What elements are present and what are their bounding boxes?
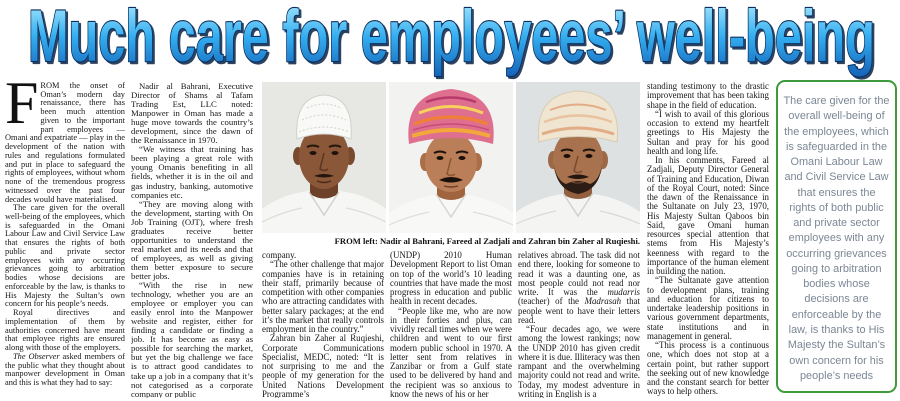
- article-paragraph: (UNDP) 2010 Human Development Report to list Oman on top of the world’s 10 leading countries that have made the most progress in education and public health in recent decades.: [390, 251, 512, 307]
- article-paragraph: [5, 82, 125, 204]
- pull-quote-text: The care given for the overall well-being of the employees, which is safeguarded in the Omani Labour Law and Civil Service Law that ensures the rights of both public and private sector employees with any occurring grievances going to arbitration bodies whose decisions are enforceable by the law, is thanks to His Majesty the Sultan’s own concern for his people’s needs: [783, 95, 890, 382]
- paragraph-text: asked members of the public what they thought about manpower development in Oman and this is what they had to say:: [5, 351, 125, 387]
- article-paragraph: “They are moving along with the development, starting with On Job Training (OJT), where fresh graduates receive better opportunities to understand the real market and its needs and that of employees, as well as giving them better exposure to secure better jobs.: [131, 198, 253, 281]
- article-paragraph: Zahran bin Zaher al Ruqieshi, Corporate Communications Specialist, MEDC, noted: “It is not surprising to me and the people of my generation for the United Nations Development Programme’s: [262, 333, 384, 398]
- article-paragraph: “Four decades ago, we were among the lowest rankings; now the UNDP 2010 has given credit where it is due. Illiteracy was then rampant and the overwhelming majority could not read and write. Today, my modest adventure in writing in English is a: [518, 324, 640, 398]
- article-column-3: [262, 251, 384, 398]
- article-paragraph: “The Sultanate gave attention to development plans, training and education for citizens to undertake leadership positions in various government departments, state institutions and in management in general.: [647, 275, 769, 341]
- face: [425, 132, 477, 192]
- paragraph-text: (teacher) of the: [518, 296, 585, 307]
- eye: [564, 154, 571, 158]
- article-paragraph: The care given for the overall well-being of the employees, which is safeguarded in the Omani Labour Law and Civil Service Law that ensures the rights of both public and private sector employees with any occurring grievances going to arbitration bodies whose decisions are enforceable by the law, is thanks to His Majesty the Sultan’s own concern for his people’s needs.: [5, 203, 125, 309]
- article-paragraph: In his comments, Fareed al Zadjali, Deputy Director General of Training and Education, Diwan of the Royal Court, noted: Since the dawn of the Renaissance in the Sultanate on July 23, 1970, His Majesty Sultan Qaboos bin Said, gave Omani human resources special attention that stems from His Majesty’s keenness with regard to the importance of the human element in building the nation.: [647, 155, 769, 276]
- article-paragraph: company.: [262, 251, 297, 260]
- photo-caption: FROM left: Nadir al Bahrani, Fareed al Zadjali and Zahran bin Zaher al Ruqieshi.: [334, 236, 640, 246]
- eye: [437, 156, 444, 160]
- article-paragraph: Nadir al Bahrani, Executive Director of Shams al Tafam Trading Est, LLC noted: Manpower in Oman has made a huge move towards the country’s development, since the dawn of the Renaissance in 1970.: [131, 82, 253, 146]
- portrait-photo: [262, 82, 386, 233]
- eye: [332, 151, 339, 155]
- portrait-photo: [389, 82, 513, 233]
- article-paragraph: “I wish to avail of this glorious occasion to extend my heartfelt greetings to His Majesty the Sultan and pray for his good health and long life.: [647, 108, 769, 156]
- article-paragraph: [518, 251, 640, 325]
- photo-zahran-bin-zaher-al-ruqieshi: [516, 82, 640, 233]
- article-paragraph: “The other challenge that major companies have is in retaining their staff, primarily because of competition with other companies who are attracting candidates with better salary packages; at the end it’s the market that really controls employment in the country.”: [262, 259, 384, 334]
- article-column-4: [390, 251, 512, 398]
- headline-text: Much care for employees’ well-being: [28, 0, 875, 77]
- article-column-5: [518, 251, 640, 398]
- article-paragraph: “With the rise in new technology, whether you are an employee or employer you can easily enrol into the Manpower website and register, either for finding a candidate or finding a job. It has become as easy as possible for searching the market, but yet the big challenge we face is to attract good candidates to take up a job in a company that it’s not categorised as a corporate company or public: [131, 280, 253, 398]
- pull-quote-box: [776, 80, 897, 393]
- article-column-6: [647, 82, 769, 398]
- article-paragraph: “This process is a continuous one, which does not stop at a certain point, but rather support the seeking out of new knowledge and the constant search for better ways to help others.: [647, 340, 769, 397]
- italic-term: mudarris: [607, 287, 640, 297]
- paragraph-text: that people went to have their letters read.: [518, 296, 640, 325]
- article-paragraph: [5, 353, 125, 388]
- paragraph-text: ROM the onset of Oman’s modern day renaissance, there has been much attention given to the important part employees — Omani and expatriate — play in the development of the nation with rules and regulations formulated and put in place to safeguard the rights of employees, without whom none of the tremendous progress witnessed over the past four decades would have materialised.: [5, 82, 125, 204]
- eye: [310, 151, 317, 155]
- article-column-1: [5, 82, 125, 398]
- photo-nadir-al-bahrani: [262, 82, 386, 233]
- article-paragraph: Royal directives and implementation of them by authorities concerned have meant that employee rights are ensured along with those of the employers.: [5, 308, 125, 353]
- headline: [0, 0, 900, 80]
- portrait-photo: [516, 82, 640, 233]
- article-paragraph: “People like me, who are now in their forties and plus, can vividly recall times when we were children and went to our first modern public school in 1970. A letter sent from relatives in Zanzibar or from a Gulf state used to be delivered by hand and the recipient was so anxious to know the news of his or her: [390, 305, 512, 398]
- italic-term: Madrasah: [584, 296, 622, 307]
- drop-cap: F: [5, 82, 39, 136]
- eye: [586, 154, 593, 158]
- eye: [459, 156, 466, 160]
- article-paragraph: “We witness that training has been playing a great role with young Omanis benefiting in all fields, whether it is in the oil and gas industry, banking, automotive companies etc.: [131, 144, 253, 200]
- photo-fareed-al-zadjali: [389, 82, 513, 233]
- article-column-2: [131, 82, 253, 398]
- article-paragraph: standing testimony to the drastic improvement that has been taking shape in the field of education.: [647, 82, 769, 110]
- publication-name: The Observer: [13, 351, 60, 361]
- paragraph-text: relatives abroad. The task did not end there, looking for someone to read it was a daunting one, as most people could not read nor write. It was the: [518, 251, 640, 297]
